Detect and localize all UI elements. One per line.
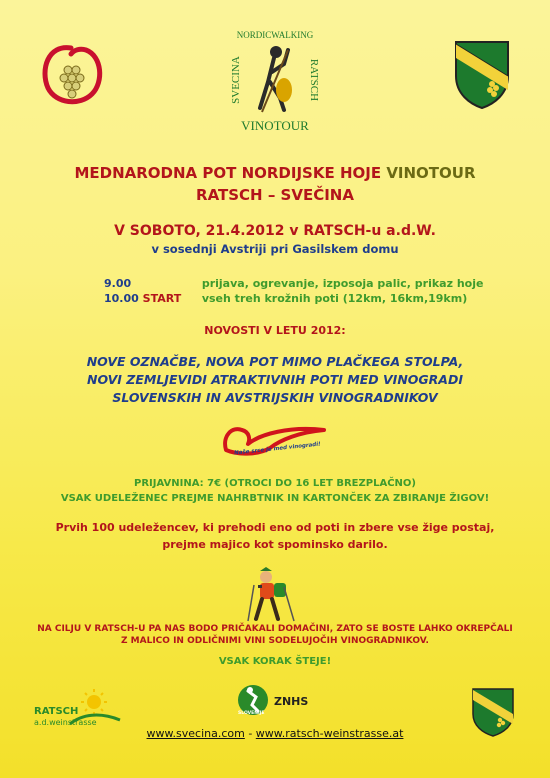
ratsch-logo-title: RATSCH xyxy=(34,706,79,717)
goal-line-1: NA CILJU V RATSCH-U PA NAS BODO PRIČAKALI DOMAČINI, ZATO SE BOSTE LAHKO OKREPČALI xyxy=(37,624,513,634)
walker-icon xyxy=(250,42,300,114)
heart-logo xyxy=(220,420,330,462)
ratsch-weinstrasse-logo xyxy=(30,688,122,732)
slogan: VSAK KORAK ŠTEJE! xyxy=(218,656,332,667)
schedule-time: 10.00 xyxy=(104,292,139,305)
news-line-1: NOVE OZNAČBE, NOVA POT MIMO PLAČKEGA STOLPA, xyxy=(86,354,464,369)
link-separator: - xyxy=(244,727,256,740)
logo-vertical-right: RATSCH xyxy=(308,58,320,102)
link-ratsch-weinstrasse[interactable]: www.ratsch-weinstrasse.at xyxy=(255,727,404,740)
link-svecina[interactable]: www.svecina.com xyxy=(146,727,245,740)
walker-mascot xyxy=(244,565,304,623)
news-line-2: NOVI ZEMLJEVIDI ATRAKTIVNIH POTI MED VINOGRADI xyxy=(86,372,463,387)
schedule-row-2 xyxy=(104,292,504,305)
schedule-time: 9.00 xyxy=(104,277,132,290)
schedule-start: START xyxy=(142,292,182,305)
logo-vertical-left: SVECINA xyxy=(230,56,242,104)
heart-logo-text: Naše srce je med vinogradi! xyxy=(233,441,321,457)
schedule-text: prijava, ogrevanje, izposoja palic, prikaz hoje xyxy=(201,277,484,290)
news-heading: NOVOSTI V LETU 2012: xyxy=(204,324,346,337)
znhs-logo-text: ZNHS xyxy=(274,695,309,708)
title-part-1: MEDNARODNA POT NORDIJSKE HOJE xyxy=(74,164,382,182)
nordicwalking-label: NORDICWALKING xyxy=(236,30,314,40)
goal-line-2: Z MALICO IN ODLIČNIMI VINI SODELUJOČIH VINOGRADNIKOV. xyxy=(121,636,429,646)
event-location: v sosednji Avstriji pri Gasilskem domu xyxy=(151,242,399,256)
title-line-1 xyxy=(0,164,550,182)
event-date: V SOBOTO, 21.4.2012 v RATSCH-u a.d.W. xyxy=(114,223,436,239)
footer-links xyxy=(0,727,550,740)
schedule-row-1 xyxy=(104,277,504,290)
znhs-logo-sub: SLOVENIJE xyxy=(238,711,265,716)
title-line-2: RATSCH – SVEČINA xyxy=(196,186,354,204)
news-line-3: SLOVENSKIH IN AVSTRIJSKIH VINOGRADNIKOV xyxy=(112,390,438,405)
fee-line-1: PRIJAVNINA: 7€ (OTROCI DO 16 LET BREZPLAČNO) xyxy=(134,478,416,489)
title-part-vinotour: VINOTOUR xyxy=(386,164,476,182)
coat-of-arms-right xyxy=(452,38,512,110)
schedule-text: vseh treh krožnih poti (12km, 16km,19km) xyxy=(201,292,468,305)
ratsch-logo-sub: a.d.weinstrasse xyxy=(34,718,97,727)
vinotour-label: VINOTOUR xyxy=(241,118,309,133)
nordicwalking-logo xyxy=(225,30,325,135)
znhs-logo xyxy=(236,683,308,717)
fee-line-2: VSAK UDELEŽENEC PREJME NAHRBTNIK IN KARTONČEK ZA ZBIRANJE ŽIGOV! xyxy=(60,493,490,504)
header-logo-left-grapes xyxy=(36,40,106,110)
prize-line-2: prejme majico kot spominsko darilo. xyxy=(162,538,388,551)
prize-line-1: Prvih 100 udeležencev, ki prehodi eno od poti in zbere vse žige postaj, xyxy=(55,521,495,534)
